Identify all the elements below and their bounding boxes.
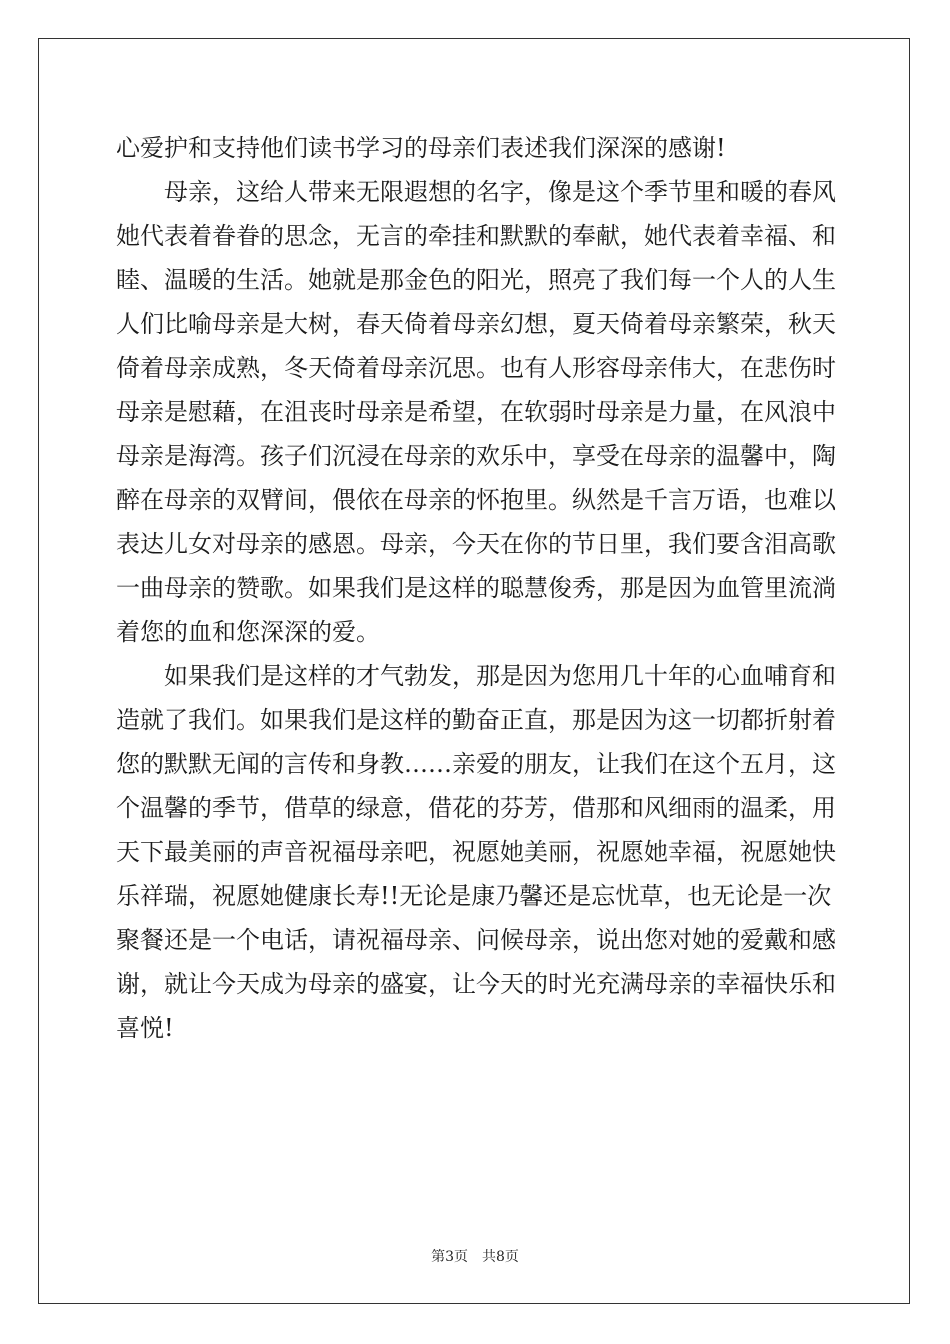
text-line: 喜悦! xyxy=(116,1014,174,1042)
text-line: 她代表着眷眷的思念，无言的牵挂和默默的奉献，她代表着幸福、和 xyxy=(116,222,836,250)
text-line: 一曲母亲的赞歌。如果我们是这样的聪慧俊秀，那是因为血管里流淌 xyxy=(116,574,836,602)
text-line: 倚着母亲成熟，冬天倚着母亲沉思。也有人形容母亲伟大，在悲伤时 xyxy=(116,354,836,382)
text-line: 母亲是慰藉，在沮丧时母亲是希望，在软弱时母亲是力量，在风浪中 xyxy=(116,398,836,426)
text-line: 造就了我们。如果我们是这样的勤奋正直，那是因为这一切都折射着 xyxy=(116,706,836,734)
text-line: 谢，就让今天成为母亲的盛宴，让今天的时光充满母亲的幸福快乐和 xyxy=(116,970,836,998)
text-line: 乐祥瑞，祝愿她健康长寿!!无论是康乃馨还是忘忧草，也无论是一次 xyxy=(116,882,832,910)
text-line: 醉在母亲的双臂间，偎依在母亲的怀抱里。纵然是千言万语，也难以 xyxy=(116,486,836,514)
document-body xyxy=(116,126,836,1050)
text-line: 您的默默无闻的言传和身教……亲爱的朋友，让我们在这个五月，这 xyxy=(116,750,836,778)
text-line: 母亲，这给人带来无限遐想的名字，像是这个季节里和暖的春风 xyxy=(164,178,836,206)
text-line: 如果我们是这样的才气勃发，那是因为您用几十年的心血哺育和 xyxy=(164,662,836,690)
text-line: 心爱护和支持他们读书学习的母亲们表述我们深深的感谢! xyxy=(116,134,726,162)
text-line: 表达儿女对母亲的感恩。母亲，今天在你的节日里，我们要含泪高歌 xyxy=(116,530,836,558)
text-line: 个温馨的季节，借草的绿意，借花的芬芳，借那和风细雨的温柔，用 xyxy=(116,794,836,822)
text-line: 人们比喻母亲是大树，春天倚着母亲幻想，夏天倚着母亲繁荣，秋天 xyxy=(116,310,836,338)
page-number: 第3页 共8页 xyxy=(431,1249,519,1265)
text-line: 着您的血和您深深的爱。 xyxy=(116,618,380,646)
text-line: 母亲是海湾。孩子们沉浸在母亲的欢乐中，享受在母亲的温馨中，陶 xyxy=(116,442,836,470)
text-line: 聚餐还是一个电话，请祝福母亲、问候母亲，说出您对她的爱戴和感 xyxy=(116,926,836,954)
text-line: 睦、温暖的生活。她就是那金色的阳光，照亮了我们每一个人的人生 xyxy=(116,266,836,294)
text-line: 天下最美丽的声音祝福母亲吧，祝愿她美丽，祝愿她幸福，祝愿她快 xyxy=(116,838,836,866)
